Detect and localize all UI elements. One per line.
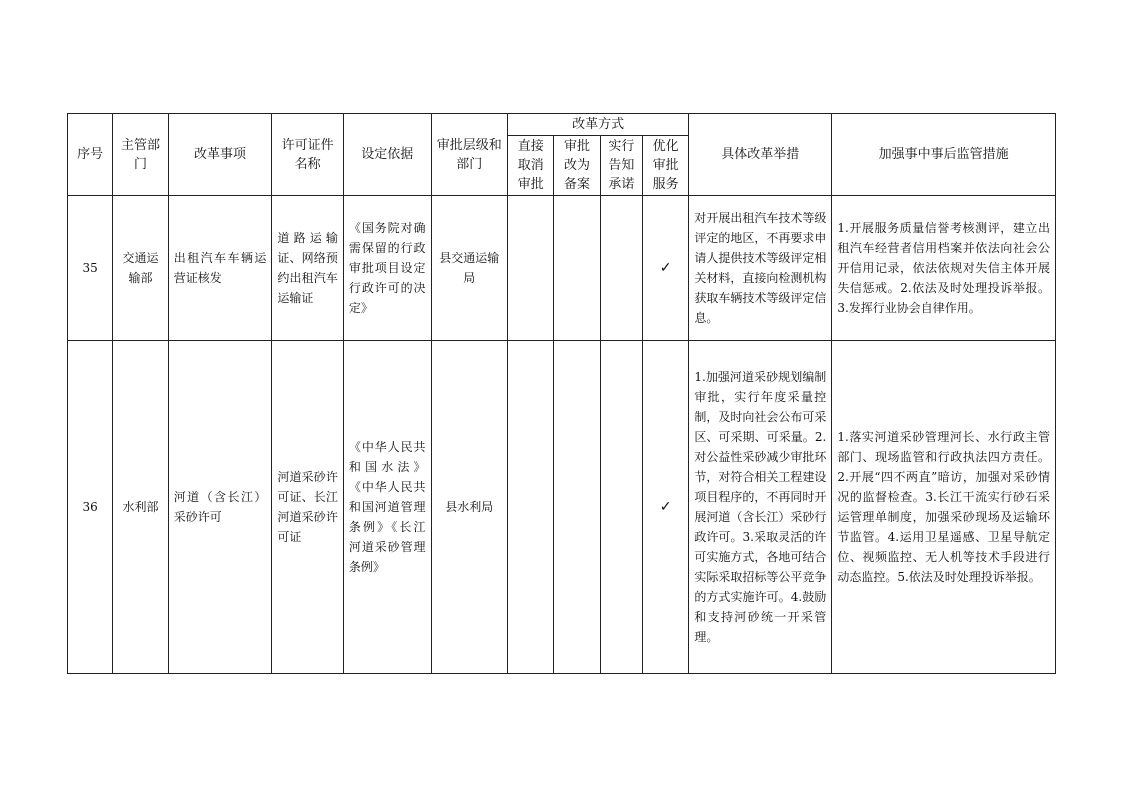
row-method-filing bbox=[554, 341, 600, 674]
row-dept: 交通运输部 bbox=[113, 196, 168, 341]
row-measures: 对开展出租汽车技术等级评定的地区，不再要求申请人提供技术等级评定相关材料，直接向检测机构获取车辆技术等级评定信息。 bbox=[689, 196, 832, 341]
table-row bbox=[68, 196, 1056, 341]
row-method-optimize: ✓ bbox=[642, 341, 688, 674]
row-method-cancel bbox=[508, 341, 554, 674]
row-level: 县交通运输局 bbox=[431, 196, 508, 341]
row-license: 道路运输证、网络预约出租汽车运输证 bbox=[272, 196, 344, 341]
header-method-group: 改革方式 bbox=[508, 114, 689, 136]
row-method-cancel bbox=[508, 196, 554, 341]
row-seq: 36 bbox=[68, 341, 113, 674]
row-method-commitment bbox=[600, 196, 642, 341]
header-measures: 具体改革举措 bbox=[689, 114, 832, 196]
row-dept: 水利部 bbox=[113, 341, 168, 674]
row-method-filing bbox=[554, 196, 600, 341]
row-seq: 35 bbox=[68, 196, 113, 341]
row-license: 河道采砂许可证、长江河道采砂许可证 bbox=[272, 341, 344, 674]
header-method-cancel: 直接取消审批 bbox=[508, 136, 554, 196]
header-method-optimize: 优化审批服务 bbox=[642, 136, 688, 196]
header-basis: 设定依据 bbox=[343, 114, 431, 196]
row-item: 出租汽车车辆运营证核发 bbox=[168, 196, 272, 341]
row-item: 河道（含长江）采砂许可 bbox=[168, 341, 272, 674]
row-basis: 《国务院对确需保留的行政审批项目设定行政许可的决定》 bbox=[343, 196, 431, 341]
header-dept: 主管部门 bbox=[113, 114, 168, 196]
header-method-filing: 审批改为备案 bbox=[554, 136, 600, 196]
header-level: 审批层级和部门 bbox=[431, 114, 508, 196]
reform-table bbox=[67, 113, 1056, 674]
row-method-optimize: ✓ bbox=[642, 196, 688, 341]
row-supervision: 1.开展服务质量信誉考核测评，建立出租汽车经营者信用档案并依法向社会公开信用记录，依法依规对失信主体开展失信惩戒。2.依法及时处理投诉举报。3.发挥行业协会自律作用。 bbox=[832, 196, 1056, 341]
header-method-commitment: 实行告知承诺 bbox=[600, 136, 642, 196]
header-license: 许可证件名称 bbox=[272, 114, 344, 196]
header-supervision: 加强事中事后监管措施 bbox=[832, 114, 1056, 196]
header-row-1 bbox=[68, 114, 1056, 136]
row-method-commitment bbox=[600, 341, 642, 674]
row-level: 县水利局 bbox=[431, 341, 508, 674]
row-basis: 《中华人民共和国水法》《中华人民共和国河道管理条例》《长江河道采砂管理条例》 bbox=[343, 341, 431, 674]
header-item: 改革事项 bbox=[168, 114, 272, 196]
table-row bbox=[68, 341, 1056, 674]
row-supervision: 1.落实河道采砂管理河长、水行政主管部门、现场监管和行政执法四方责任。2.开展“四不两直”暗访，加强对采砂情况的监督检查。3.长江干流实行砂石采运管理单制度，加强采砂现场及运输环节监管。4.运用卫星遥感、卫星导航定位、视频监控、无人机等技术手段进行动态监控。5.依法及时处理投诉举报。 bbox=[832, 341, 1056, 674]
header-seq: 序号 bbox=[68, 114, 113, 196]
row-measures: 1.加强河道采砂规划编制审批，实行年度采量控制，及时向社会公布可采区、可采期、可采量。2.对公益性采砂减少审批环节，对符合相关工程建设项目程序的，不再同时开展河道（含长江）采砂行政许可。3.采取灵活的许可实施方式，各地可结合实际采取招标等公平竞争的方式实施许可。4.鼓励和支持河砂统一开采管理。 bbox=[689, 341, 832, 674]
